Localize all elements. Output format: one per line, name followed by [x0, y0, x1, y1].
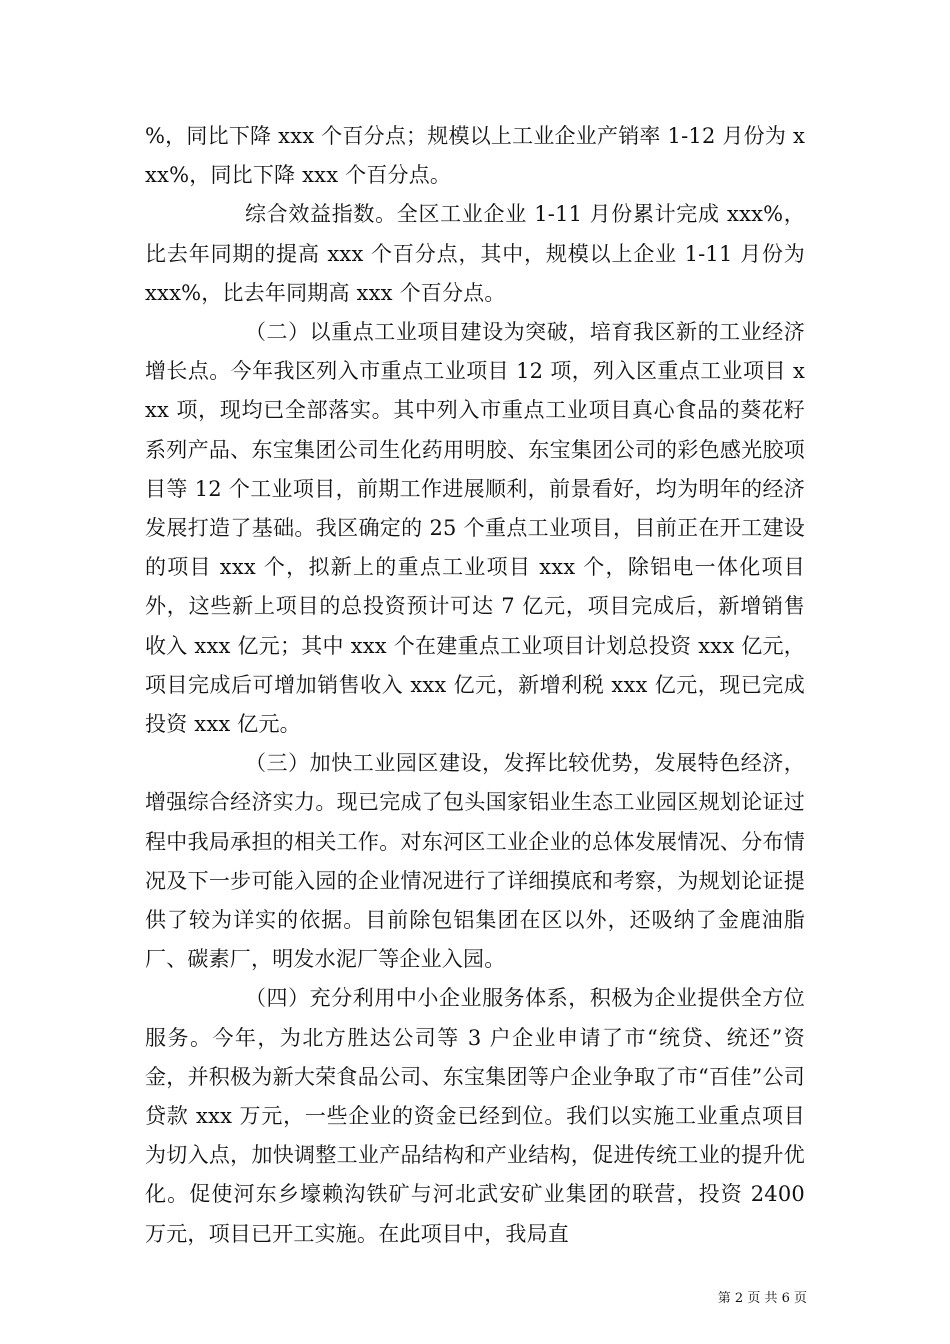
- page-number-footer: 第 2 页 共 6 页: [717, 1291, 807, 1306]
- paragraph-2: 综合效益指数。全区工业企业 1-11 月份累计完成 xxx%，比去年同期的提高 xxx 个百分点，其中，规模以上企业 1-11 月份为 xxx%，比去年同期高 xxx 个百分点。: [145, 202, 805, 305]
- document-body: [145, 117, 805, 1254]
- paragraph-4: （三）加快工业园区建设，发挥比较优势，发展特色经济，增强综合经济实力。现已完成了包头国家铝业生态工业园区规划论证过程中我局承担的相关工作。对东河区工业企业的总体发展情况、分布情况及下一步可能入园的企业情况进行了详细摸底和考察，为规划论证提供了较为详实的依据。目前除包铝集团在区以外，还吸纳了金鹿油脂厂、碳素厂，明发水泥厂等企业入园。: [145, 751, 805, 972]
- paragraph-3: （二）以重点工业项目建设为突破，培育我区新的工业经济增长点。今年我区列入市重点工业项目 12 项，列入区重点工业项目 xxx 项，现均已全部落实。其中列入市重点工业项目真心食品的葵花籽系列产品、东宝集团公司生化药用明胶、东宝集团公司的彩色感光胶项目等 12 个工业项目，前期工作进展顺利，前景看好，均为明年的经济发展打造了基础。我区确定的 25 个重点工业项目，目前正在开工建设的项目 xxx 个，拟新上的重点工业项目 xxx 个，除铝电一体化项目外，这些新上项目的总投资预计可达 7 亿元，项目完成后，新增销售收入 xxx 亿元；其中 xxx 个在建重点工业项目计划总投资 xxx 亿元，项目完成后可增加销售收入 xxx 亿元，新增利税 xxx 亿元，现已完成投资 xxx 亿元。: [145, 320, 805, 737]
- paragraph-5: （四）充分利用中小企业服务体系，积极为企业提供全方位服务。今年，为北方胜达公司等 3 户企业申请了市“统贷、统还”资金，并积极为新大荣食品公司、东宝集团等户企业争取了市“百佳”公司贷款 xxx 万元，一些企业的资金已经到位。我们以实施工业重点项目为切入点，加快调整工业产品结构和产业结构，促进传统工业的提升优化。促使河东乡壕赖沟铁矿与河北武安矿业集团的联营，投资 2400 万元，项目已开工实施。在此项目中，我局直: [145, 986, 805, 1246]
- paragraph-1: %，同比下降 xxx 个百分点；规模以上工业企业产销率 1-12 月份为 xxx%，同比下降 xxx 个百分点。: [145, 124, 805, 188]
